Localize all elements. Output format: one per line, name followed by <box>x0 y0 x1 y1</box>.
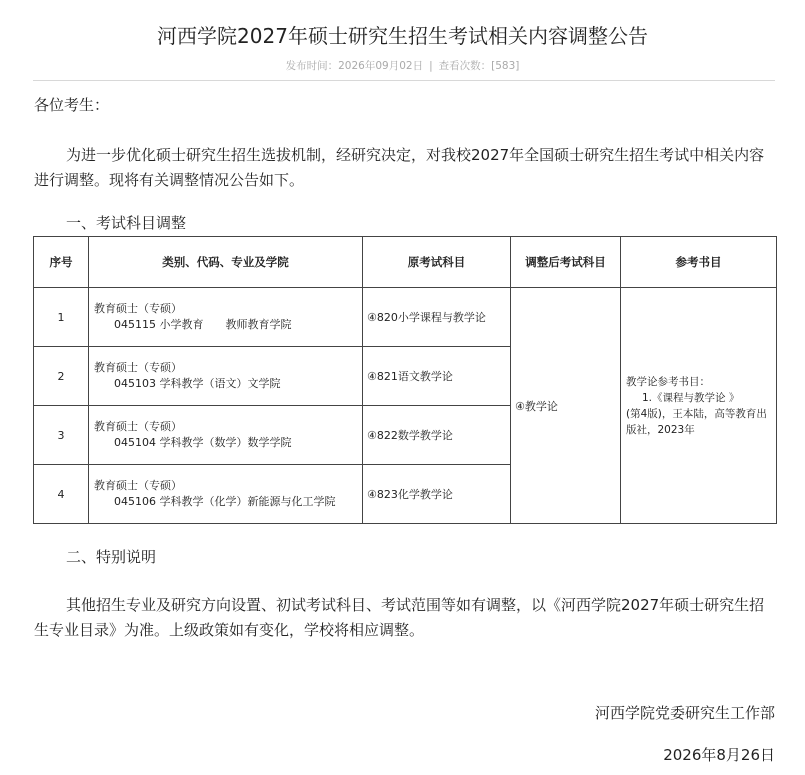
meta-separator: | <box>429 60 433 72</box>
category-major: 045115 小学教育 教师教育学院 <box>114 318 292 331</box>
signature-date: 2026年8月26日 <box>663 746 775 764</box>
greeting: 各位考生： <box>34 96 110 114</box>
row-category <box>89 347 363 406</box>
row-original-subject: ④821语文教学论 <box>363 347 511 406</box>
row-index: 3 <box>34 406 89 465</box>
title-divider <box>33 80 775 81</box>
reference-detail: (第4版)，王本陆，高等教育出版社，2023年 <box>626 407 767 436</box>
row-category <box>89 288 363 347</box>
header-reference: 参考书目 <box>621 237 777 288</box>
page-title: 河西学院2027年硕士研究生招生考试相关内容调整公告 <box>157 24 648 48</box>
section-heading-notes: 二、特别说明 <box>66 548 157 566</box>
category-type: 教育硕士（专硕） <box>94 361 182 374</box>
row-category <box>89 406 363 465</box>
reference-heading: 教学论参考书目： <box>626 375 710 388</box>
section-heading-subjects: 一、考试科目调整 <box>66 214 187 232</box>
header-index: 序号 <box>34 237 89 288</box>
header-category: 类别、代码、专业及学院 <box>89 237 363 288</box>
header-original-subject: 原考试科目 <box>363 237 511 288</box>
subject-table <box>33 236 777 524</box>
header-adjusted-subject: 调整后考试科目 <box>511 237 621 288</box>
publish-time: 发布时间：2026年09月02日 <box>285 60 424 72</box>
reference-books <box>621 288 777 524</box>
category-major: 045104 学科教学（数学）数学学院 <box>114 436 292 449</box>
row-index: 4 <box>34 465 89 524</box>
signature: 河西学院党委研究生工作部 <box>594 704 775 722</box>
category-major: 045103 学科教学（语文）文学院 <box>114 377 281 390</box>
row-category <box>89 465 363 524</box>
table-row <box>34 288 777 347</box>
adjusted-subject: ④教学论 <box>511 288 621 524</box>
table-header-row <box>34 237 777 288</box>
row-original-subject: ④820小学课程与教学论 <box>363 288 511 347</box>
row-index: 2 <box>34 347 89 406</box>
intro-paragraph: 为进一步优化硕士研究生招生选拔机制，经研究决定，对我校2027年全国硕士研究生招生考试中相关内容进行调整。现将有关调整情况公告如下。 <box>34 146 765 189</box>
row-original-subject: ④823化学教学论 <box>363 465 511 524</box>
article-meta <box>0 58 805 73</box>
category-type: 教育硕士（专硕） <box>94 420 182 433</box>
row-original-subject: ④822数学教学论 <box>363 406 511 465</box>
category-major: 045106 学科教学（化学）新能源与化工学院 <box>114 495 336 508</box>
view-count: 查看次数：[583] <box>438 60 520 72</box>
notes-paragraph: 其他招生专业及研究方向设置、初试考试科目、考试范围等如有调整，以《河西学院2027年硕士研究生招生专业目录》为准。上级政策如有变化，学校将相应调整。 <box>34 596 765 639</box>
category-type: 教育硕士（专硕） <box>94 302 182 315</box>
reference-item: 1.《课程与教学论 》 <box>642 391 740 404</box>
row-index: 1 <box>34 288 89 347</box>
category-type: 教育硕士（专硕） <box>94 479 182 492</box>
